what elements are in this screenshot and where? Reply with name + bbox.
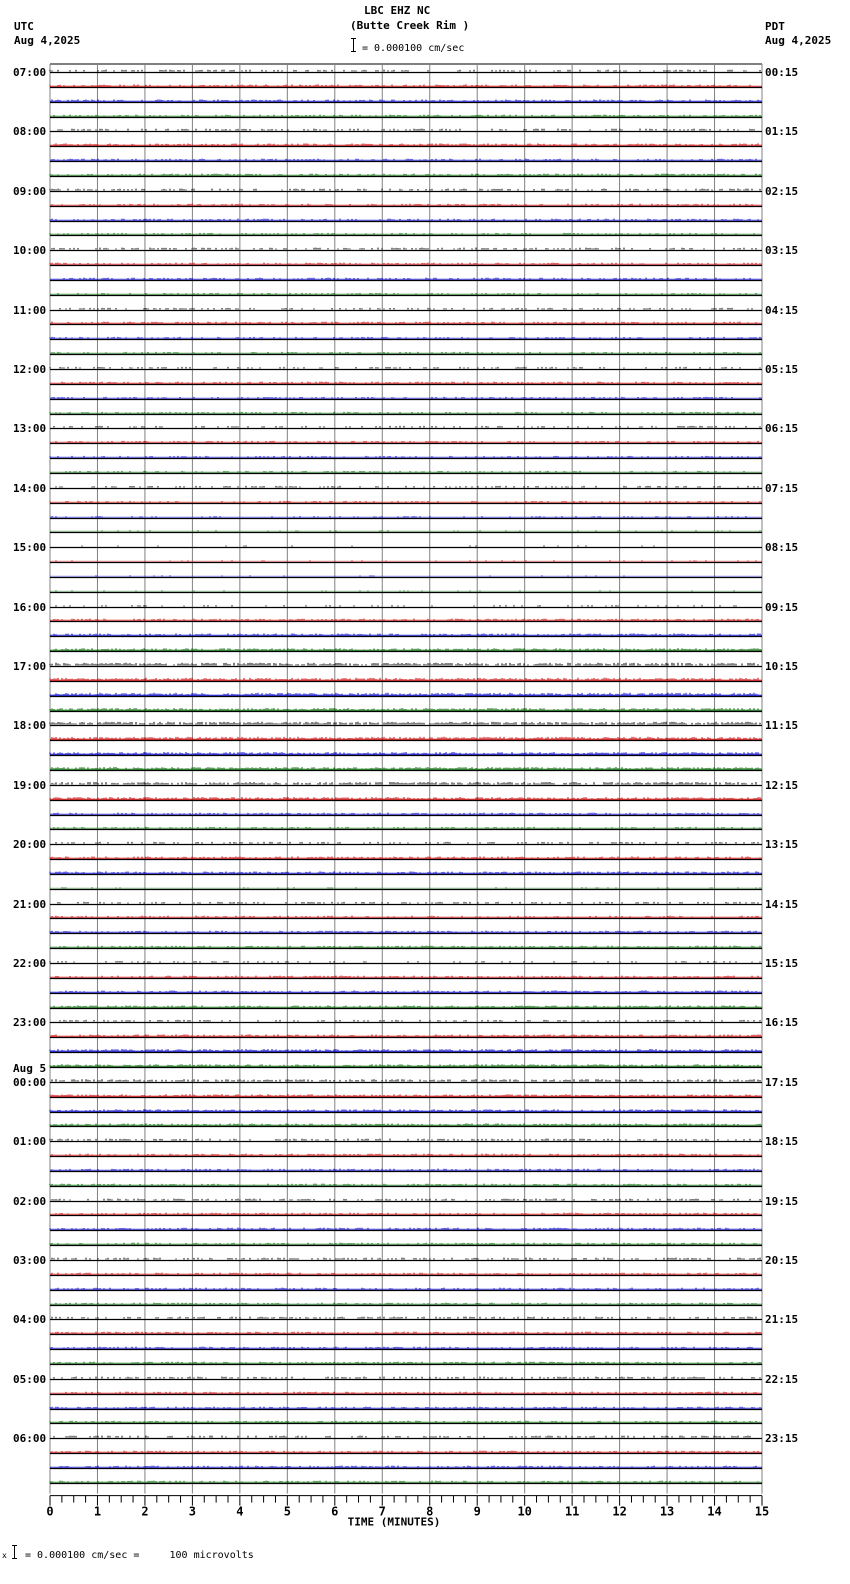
pdt-hour-label: 07:15 xyxy=(765,482,799,495)
pdt-hour-label: 16:15 xyxy=(765,1016,799,1029)
utc-hour-label: 05:00 xyxy=(13,1373,47,1386)
pdt-hour-label: 14:15 xyxy=(765,898,799,911)
x-tick-label: 15 xyxy=(754,1504,770,1519)
x-tick-label: 7 xyxy=(378,1504,386,1519)
utc-hour-label: 19:00 xyxy=(13,779,47,792)
utc-hour-label: 11:00 xyxy=(13,304,47,317)
x-tick-label: 6 xyxy=(331,1504,339,1519)
pdt-hour-label: 22:15 xyxy=(765,1373,799,1386)
pdt-hour-label: 13:15 xyxy=(765,838,799,851)
utc-hour-label: 04:00 xyxy=(13,1313,47,1326)
utc-hour-label: 00:00 xyxy=(13,1076,47,1089)
x-axis-label: TIME (MINUTES) xyxy=(347,1515,441,1529)
utc-hour-label: 21:00 xyxy=(13,898,47,911)
utc-hour-label: 09:00 xyxy=(13,185,47,198)
right-date: Aug 4,2025 xyxy=(765,34,832,47)
pdt-hour-label: 06:15 xyxy=(765,422,799,435)
x-tick-label: 1 xyxy=(93,1504,102,1519)
footer-scale-note: = 0.000100 cm/sec = 100 microvolts xyxy=(25,1550,254,1561)
utc-hour-label: 01:00 xyxy=(13,1135,47,1148)
pdt-hour-label: 04:15 xyxy=(765,304,799,317)
left-timezone: UTC xyxy=(14,20,34,33)
pdt-hour-label: 11:15 xyxy=(765,719,799,732)
x-tick-label: 2 xyxy=(141,1504,149,1519)
x-tick-label: 0 xyxy=(46,1504,54,1519)
utc-hour-label: 03:00 xyxy=(13,1254,47,1267)
station-title: LBC EHZ NC xyxy=(364,4,431,17)
x-tick-label: 3 xyxy=(188,1504,197,1519)
pdt-hour-label: 10:15 xyxy=(765,660,799,673)
footer-prefix: x xyxy=(2,1551,7,1560)
pdt-hour-label: 03:15 xyxy=(765,244,799,257)
pdt-hour-label: 23:15 xyxy=(765,1432,799,1445)
utc-hour-label: 10:00 xyxy=(13,244,47,257)
x-tick-label: 10 xyxy=(517,1504,532,1519)
right-timezone: PDT xyxy=(765,20,785,33)
x-tick-label: 12 xyxy=(612,1504,627,1519)
pdt-hour-label: 18:15 xyxy=(765,1135,799,1148)
utc-hour-label: 06:00 xyxy=(13,1432,47,1445)
footer-scale-bar-icon xyxy=(12,1545,17,1559)
utc-hour-label: 08:00 xyxy=(13,125,47,138)
pdt-hour-label: 05:15 xyxy=(765,363,799,376)
pdt-hour-label: 17:15 xyxy=(765,1076,799,1089)
utc-hour-label: 17:00 xyxy=(13,660,47,673)
pdt-hour-label: 09:15 xyxy=(765,601,799,614)
utc-hour-label: 14:00 xyxy=(13,482,47,495)
x-tick-label: 13 xyxy=(659,1504,675,1519)
scale-text: = 0.000100 cm/sec xyxy=(362,43,465,54)
utc-hour-label: 16:00 xyxy=(13,601,47,614)
x-tick-label: 9 xyxy=(473,1504,481,1519)
x-tick-label: 14 xyxy=(707,1504,722,1519)
x-tick-label: 4 xyxy=(236,1504,244,1519)
pdt-hour-label: 19:15 xyxy=(765,1195,799,1208)
utc-hour-label: 22:00 xyxy=(13,957,47,970)
utc-hour-label: 02:00 xyxy=(13,1195,47,1208)
x-tick-label: 11 xyxy=(564,1504,580,1519)
date-change-label: Aug 5 xyxy=(13,1062,47,1075)
left-date: Aug 4,2025 xyxy=(14,34,81,47)
utc-hour-label: 20:00 xyxy=(13,838,47,851)
utc-hour-label: 18:00 xyxy=(13,719,47,732)
pdt-hour-label: 08:15 xyxy=(765,541,799,554)
pdt-hour-label: 15:15 xyxy=(765,957,799,970)
utc-hour-label: 07:00 xyxy=(13,66,47,79)
utc-hour-label: 12:00 xyxy=(13,363,47,376)
utc-hour-label: 13:00 xyxy=(13,422,47,435)
station-location: (Butte Creek Rim ) xyxy=(350,19,470,32)
utc-hour-label: 15:00 xyxy=(13,541,47,554)
pdt-hour-label: 20:15 xyxy=(765,1254,799,1267)
pdt-hour-label: 00:15 xyxy=(765,66,799,79)
utc-hour-label: 23:00 xyxy=(13,1016,47,1029)
x-tick-label: 8 xyxy=(426,1504,434,1519)
pdt-hour-label: 21:15 xyxy=(765,1313,799,1326)
pdt-hour-label: 02:15 xyxy=(765,185,799,198)
x-tick-label: 5 xyxy=(283,1504,291,1519)
pdt-hour-label: 01:15 xyxy=(765,125,799,138)
pdt-hour-label: 12:15 xyxy=(765,779,799,792)
